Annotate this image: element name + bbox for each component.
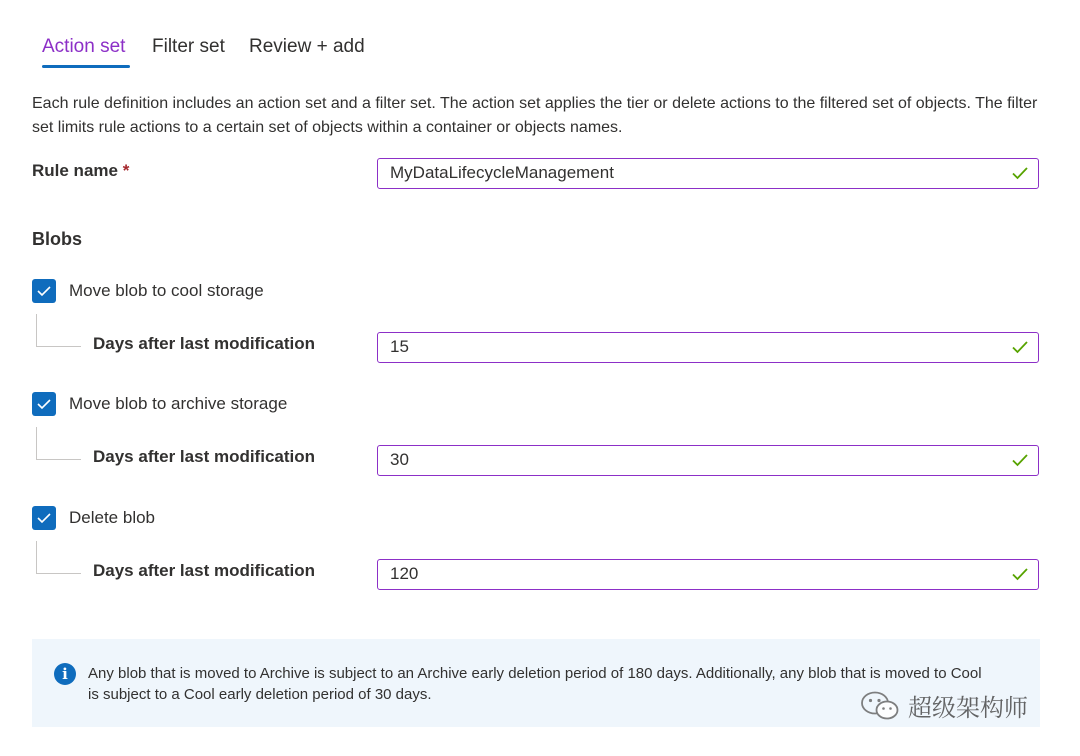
archive-storage-checkbox-row[interactable] (32, 392, 287, 416)
rule-name-label-text: Rule name (32, 161, 118, 180)
delete-blob-checkbox[interactable] (32, 506, 56, 530)
tab-filter-set[interactable]: Filter set (152, 36, 225, 57)
watermark (860, 688, 1028, 723)
tree-connector (36, 427, 37, 459)
archive-days-input[interactable] (390, 446, 990, 474)
checkmark-icon (36, 511, 52, 525)
cool-days-label: Days after last modification (93, 334, 316, 353)
valid-check-icon (1011, 165, 1029, 181)
tree-connector (36, 346, 81, 347)
tab-action-set[interactable]: Action set (42, 36, 126, 57)
info-message-text: Any blob that is moved to Archive is subject to an Archive early deletion period of 180 days. Additionally, any blob that is moved to Cool is subject to a Cool early deletion period of 30 days. (88, 665, 982, 703)
blobs-section-title: Blobs (32, 229, 83, 249)
cool-storage-checkbox-row[interactable] (32, 279, 264, 303)
rule-name-input[interactable] (390, 159, 990, 187)
tree-connector (36, 541, 37, 573)
cool-storage-checkbox[interactable] (32, 279, 56, 303)
archive-days-label: Days after last modification (93, 447, 316, 466)
delete-days-input[interactable] (390, 560, 990, 588)
rule-name-label (32, 161, 129, 181)
delete-days-label: Days after last modification (93, 561, 316, 580)
checkmark-icon (36, 397, 52, 411)
delete-blob-checkbox-row[interactable] (32, 506, 155, 530)
info-icon: i (54, 663, 76, 685)
checkmark-icon (36, 284, 52, 298)
active-tab-indicator (42, 65, 130, 68)
archive-storage-label: Move blob to archive storage (69, 394, 288, 413)
cool-days-field[interactable] (377, 332, 1039, 363)
cool-storage-label: Move blob to cool storage (69, 281, 264, 300)
cool-days-input[interactable] (390, 333, 990, 361)
wechat-logo-icon (860, 690, 900, 722)
watermark-text: 超级架构师 (908, 695, 1028, 722)
tree-connector (36, 459, 81, 460)
valid-check-icon (1011, 339, 1029, 355)
required-marker: * (122, 161, 130, 180)
rule-name-field[interactable] (377, 158, 1039, 189)
archive-storage-checkbox[interactable] (32, 392, 56, 416)
tab-review-add[interactable]: Review + add (249, 36, 365, 57)
tree-connector (36, 573, 81, 574)
rule-description: Each rule definition includes an action set and a filter set. The action set applies the tier or delete actions to the filtered set of objects. The filter set limits rule actions to a certain set of objects within a container or objects names. (32, 95, 1038, 136)
archive-days-field[interactable] (377, 445, 1039, 476)
delete-days-field[interactable] (377, 559, 1039, 590)
delete-blob-label: Delete blob (69, 508, 156, 527)
tree-connector (36, 314, 37, 346)
valid-check-icon (1011, 566, 1029, 582)
valid-check-icon (1011, 452, 1029, 468)
